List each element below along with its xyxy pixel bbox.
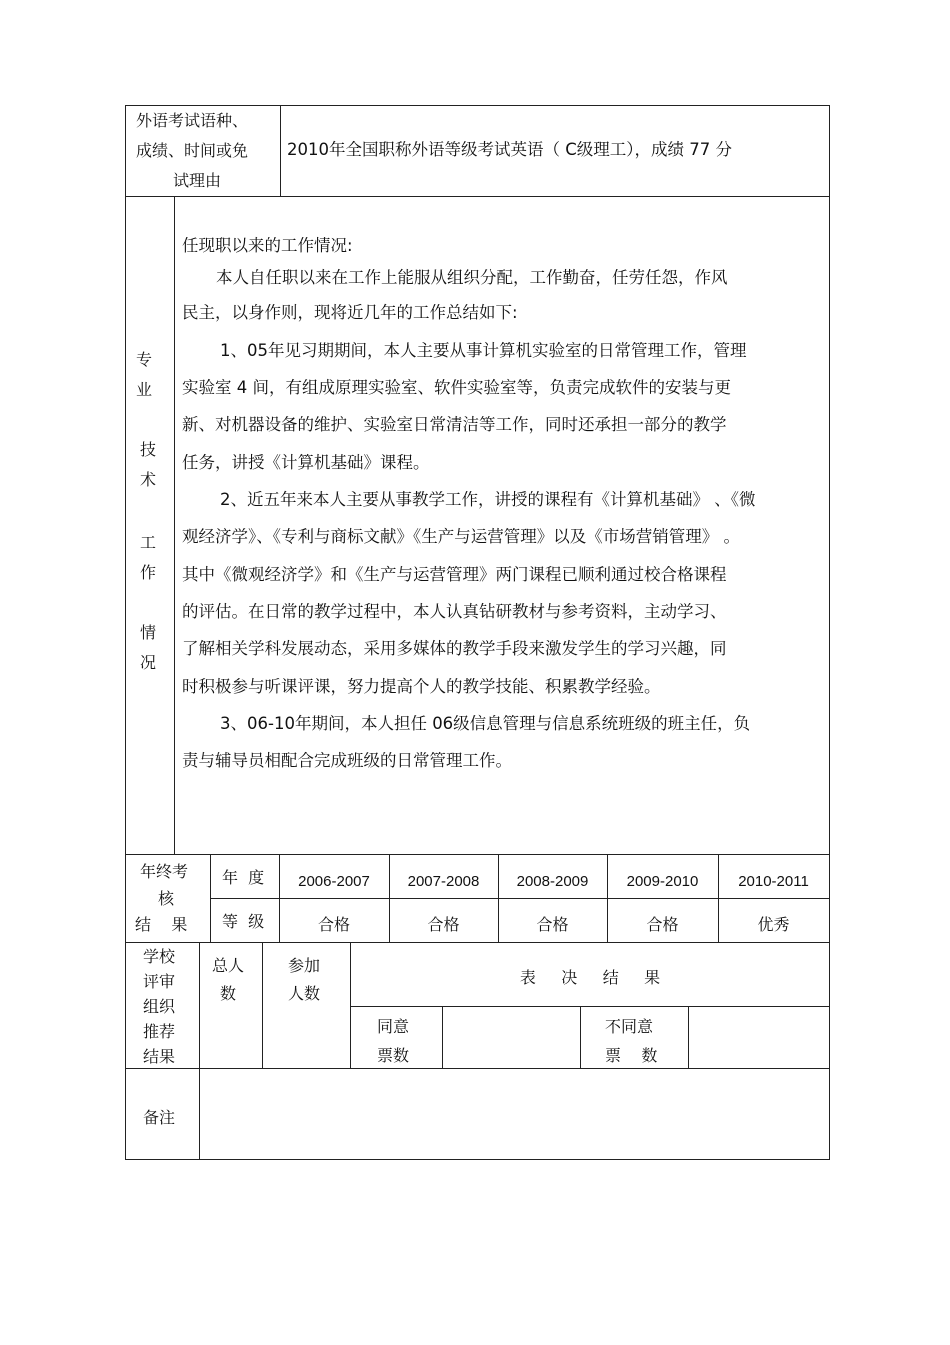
annual-review-label-line: 结 果 [135, 915, 188, 934]
work-summary-line: 本人自任职以来在工作上能服从组织分配，工作勤奋，任劳任怨，作风 [216, 268, 728, 287]
table-divider [442, 1006, 443, 1069]
table-border-right [829, 105, 830, 1160]
table-divider [280, 105, 281, 197]
work-label-char: 况 [140, 653, 157, 672]
table-divider [125, 196, 830, 197]
work-summary-line: 任务，讲授《计算机基础》课程。 [182, 453, 430, 472]
table-divider [580, 1006, 581, 1069]
agree-votes-label-line: 票数 [377, 1046, 410, 1065]
table-divider [210, 898, 830, 899]
grade-label: 等 级 [222, 912, 265, 931]
work-label-char: 专 [136, 350, 153, 369]
work-label-char: 术 [140, 470, 157, 489]
work-summary-line: 民主，以身作则，现将近几年的工作总结如下: [182, 303, 518, 322]
remarks-label: 备注 [143, 1108, 176, 1127]
year-cell: 2009-2010 [626, 873, 699, 890]
grade-cell: 优秀 [757, 915, 790, 934]
grade-cell: 合格 [317, 915, 350, 934]
work-summary-line: 的评估。在日常的教学过程中，本人认真钻研教材与参考资料，主动学习、 [182, 602, 727, 621]
work-summary-line: 1、05年见习期期间，本人主要从事计算机实验室的日常管理工作，管理 [220, 341, 747, 360]
work-summary-line: 2、近五年来本人主要从事教学工作，讲授的课程有《计算机基础》 、《微 [220, 490, 756, 509]
table-divider [350, 1006, 830, 1007]
foreign-language-label-line: 成绩、时间或免 [136, 141, 249, 160]
year-cell: 2008-2009 [516, 873, 589, 890]
work-label-char: 业 [136, 380, 153, 399]
school-review-label-line: 学校 [143, 947, 176, 966]
work-summary-line: 实验室 4 间，有组成原理实验室、软件实验室等，负责完成软件的安装与更 [182, 378, 731, 397]
work-label-char: 技 [140, 440, 157, 459]
table-divider [174, 196, 175, 855]
work-label-char: 工 [140, 533, 157, 552]
year-cell: 2007-2008 [407, 873, 480, 890]
foreign-language-label-line: 外语考试语种、 [136, 111, 249, 130]
school-review-label-line: 结果 [143, 1047, 176, 1066]
grade-cell: 合格 [536, 915, 569, 934]
total-people-label-line: 总人 [212, 956, 245, 975]
table-border-bottom [125, 1159, 830, 1160]
work-summary-line: 新、对机器设备的维护、实验室日常清洁等工作，同时还承担一部分的教学 [182, 415, 727, 434]
vote-result-header: 表 决 结 果 [519, 968, 661, 987]
table-divider [210, 854, 211, 943]
annual-review-label-line: 核 [158, 889, 175, 908]
table-border-left [125, 105, 126, 1160]
disagree-votes-label-line: 不同意 [605, 1017, 654, 1036]
work-summary-line: 责与辅导员相配合完成班级的日常管理工作。 [182, 751, 512, 770]
work-summary-line: 观经济学》、《专利与商标文献》《生产与运营管理》以及《市场营销管理》 。 [182, 527, 740, 546]
work-summary-line: 其中《微观经济学》和《生产与运营管理》两门课程已顺利通过校合格课程 [182, 565, 727, 584]
foreign-language-value: 2010年全国职称外语等级考试英语（ C级理工），成绩 77 分 [287, 140, 732, 159]
participants-label-line: 人数 [288, 984, 321, 1003]
table-divider [125, 1068, 830, 1069]
table-divider [125, 942, 830, 943]
total-people-label-line: 数 [220, 984, 237, 1003]
table-divider [350, 942, 351, 1069]
work-summary-line: 3、06-10年期间，本人担任 06级信息管理与信息系统班级的班主任，负 [220, 714, 751, 733]
work-summary-line: 时积极参与听课评课，努力提高个人的教学技能、积累教学经验。 [182, 677, 661, 696]
table-divider [688, 1006, 689, 1069]
year-cell: 2006-2007 [298, 873, 370, 890]
table-border-top [125, 105, 830, 106]
school-review-label-line: 评审 [143, 972, 176, 991]
agree-votes-label-line: 同意 [377, 1017, 410, 1036]
work-label-char: 作 [140, 563, 157, 582]
school-review-label-line: 推荐 [143, 1022, 176, 1041]
year-label: 年 度 [222, 868, 265, 887]
table-divider [125, 854, 830, 855]
work-summary-line: 了解相关学科发展动态，采用多媒体的教学手段来激发学生的学习兴趣，同 [182, 639, 727, 658]
grade-cell: 合格 [646, 915, 679, 934]
school-review-label-line: 组织 [143, 997, 176, 1016]
participants-label-line: 参加 [288, 956, 321, 975]
foreign-language-label-line: 试理由 [173, 171, 222, 190]
annual-review-label-line: 年终考 [140, 862, 189, 881]
work-summary-heading: 任现职以来的工作情况: [182, 236, 353, 255]
grade-cell: 合格 [427, 915, 460, 934]
table-divider [199, 942, 200, 1160]
table-divider [262, 942, 263, 1069]
work-label-char: 情 [140, 623, 157, 642]
year-cell: 2010-2011 [738, 873, 809, 890]
disagree-votes-label-line: 票 数 [605, 1046, 658, 1065]
